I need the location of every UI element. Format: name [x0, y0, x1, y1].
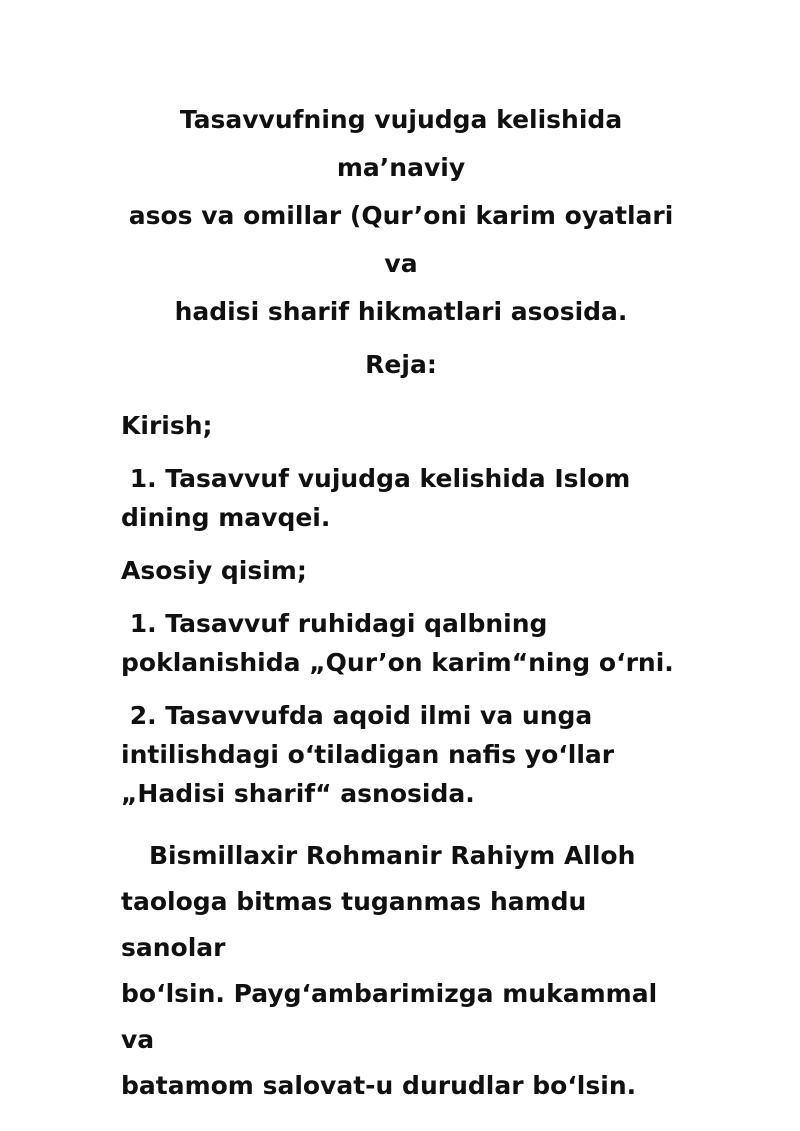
intro-item-1	[121, 459, 681, 537]
text-line: taologa bitmas tuganmas hamdu sanolar	[121, 887, 587, 962]
text-line: intilishdagi o‘tiladigan nafis yo‘llar	[121, 740, 615, 769]
text-line: dining mavqei.	[121, 503, 331, 532]
text-line: 1. Tasavvuf ruhidagi qalbning	[121, 609, 548, 638]
text-line: poklanishida „Qur’on karim“ning o‘rni.	[121, 648, 674, 677]
text-line: 2. Tasavvufda aqoid ilmi va unga	[121, 701, 593, 730]
text-line: bo‘lsin. Payg‘ambarimizga mukammal va	[121, 979, 658, 1054]
text-line: Bismillaxir Rohmanir Rahiym Alloh	[149, 841, 636, 870]
main-item-2	[121, 696, 681, 813]
main-heading: Asosiy qisim;	[121, 556, 307, 585]
main-item-1	[121, 604, 681, 682]
title-line: hadisi sharif hikmatlari asosida.	[174, 297, 628, 326]
text-line: 1. Tasavvuf vujudga kelishida Islom	[121, 464, 631, 493]
text-line: batamom salovat-u durudlar bo‘lsin.	[121, 1071, 637, 1100]
document-page	[121, 96, 681, 1100]
plan-outline	[121, 406, 681, 1123]
text-line: „Hadisi sharif“ asnosida.	[121, 779, 475, 808]
title-line: asos va omillar (Qur’oni karim oyatlari va	[128, 201, 674, 278]
title-line: Tasavvufning vujudga kelishida ma’naviy	[179, 105, 623, 182]
closing-paragraph	[121, 833, 681, 1109]
document-title	[121, 96, 681, 336]
intro-heading: Kirish;	[121, 411, 213, 440]
plan-heading: Reja:	[365, 350, 437, 379]
